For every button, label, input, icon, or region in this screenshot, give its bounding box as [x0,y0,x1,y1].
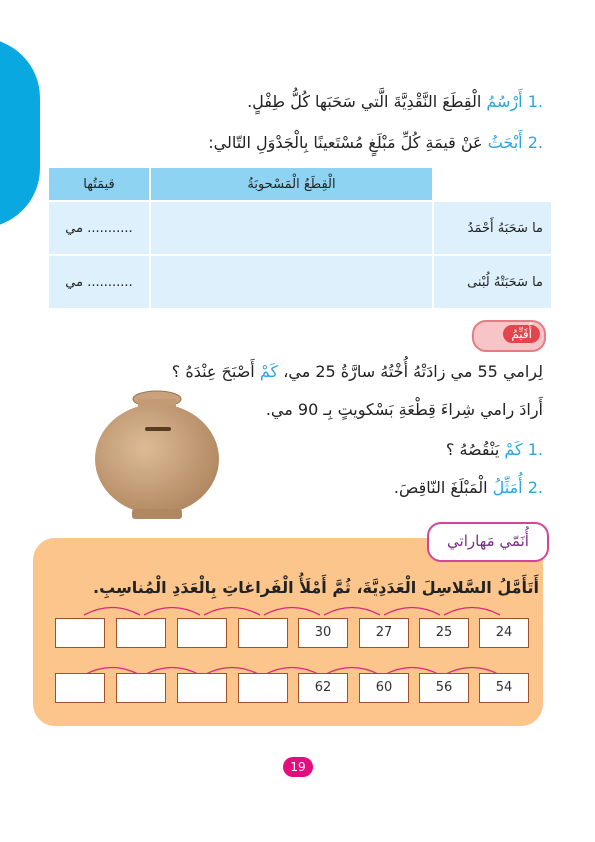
sequence-box[interactable]: 54 [479,673,529,703]
page-number: 19 [283,757,313,777]
sequence-box[interactable]: 24 [479,618,529,648]
row-label: ما سَحَبَهُ أَحْمَدُ [433,201,552,255]
problem-text: أَرادَ رامي شِراءَ قِطْعَةِ بَسْكويتٍ بِـ 90 مي. [265,400,543,419]
sequence-blank-box[interactable] [238,618,288,648]
sequence-blank-box[interactable] [55,618,105,648]
sequence-blank-box[interactable] [116,618,166,648]
sequence-box[interactable]: 62 [298,673,348,703]
question-text: الْمَبْلَغَ النّاقِصَ. [393,478,493,497]
sequence-blank-box[interactable] [238,673,288,703]
problem-keyword: كَمْ [259,362,284,381]
instruction-text: الْقِطَعَ النَّقْدِيَّةَ الَّتي سَحَبَها كُلُّ طِفْلٍ. [247,92,487,111]
sequence-box[interactable]: 27 [359,618,409,648]
row-label: ما سَحَبَتْهُ لُبْنى [433,255,552,309]
sequence-blank-box[interactable] [177,673,227,703]
skills-title: أُنَمّي مَهاراتي [427,522,549,562]
value-field[interactable]: ........... مي [48,201,150,255]
sequence-blank-box[interactable] [177,618,227,648]
problem-text-b: أَصْبَحَ عِنْدَهُ ؟ [171,362,260,381]
assess-label: أُقَيِّمُ [503,325,540,343]
value-field[interactable]: ........... مي [48,255,150,309]
question-text: يَنْقُصُهُ ؟ [445,440,505,459]
sequence-box[interactable]: 56 [419,673,469,703]
table-header-value: قيمَتُها [48,167,150,201]
question-keyword: كَمْ [504,440,523,459]
sequence-blank-box[interactable] [116,673,166,703]
instruction-number: .2 [527,133,543,152]
question-number: .1 [527,440,543,459]
sequence-blank-box[interactable] [55,673,105,703]
problem-text-a: لِرامي 55 مي زادَتْهُ أُخْتُهُ سارَّةُ 25 مي، [283,362,543,381]
instruction-verb: أَبْحَثُ [487,133,523,152]
sequence-box[interactable]: 25 [419,618,469,648]
table-header-coins: الْقِطَعُ الْمَسْحوبَةُ [150,167,433,201]
instruction-verb: أَرْسُمُ [486,92,523,111]
instruction-text: عَنْ قيمَةِ كُلِّ مَبْلَغٍ مُسْتَعينًا بِالْجَدْوَلِ التّالي: [208,133,488,152]
instruction-number: .1 [527,92,543,111]
question-keyword: أُمَثِّلُ [492,478,523,497]
sequence-box[interactable]: 60 [359,673,409,703]
question-number: .2 [527,478,543,497]
skills-instruction: أَتَأَمَّلُ السَّلاسِلَ الْعَدَدِيَّةَ، ثُمَّ أَمْلَأُ الْفَراغاتِ بِالْعَدَدِ الْمُناسِبِ. [93,578,539,597]
sequence-box[interactable]: 30 [298,618,348,648]
